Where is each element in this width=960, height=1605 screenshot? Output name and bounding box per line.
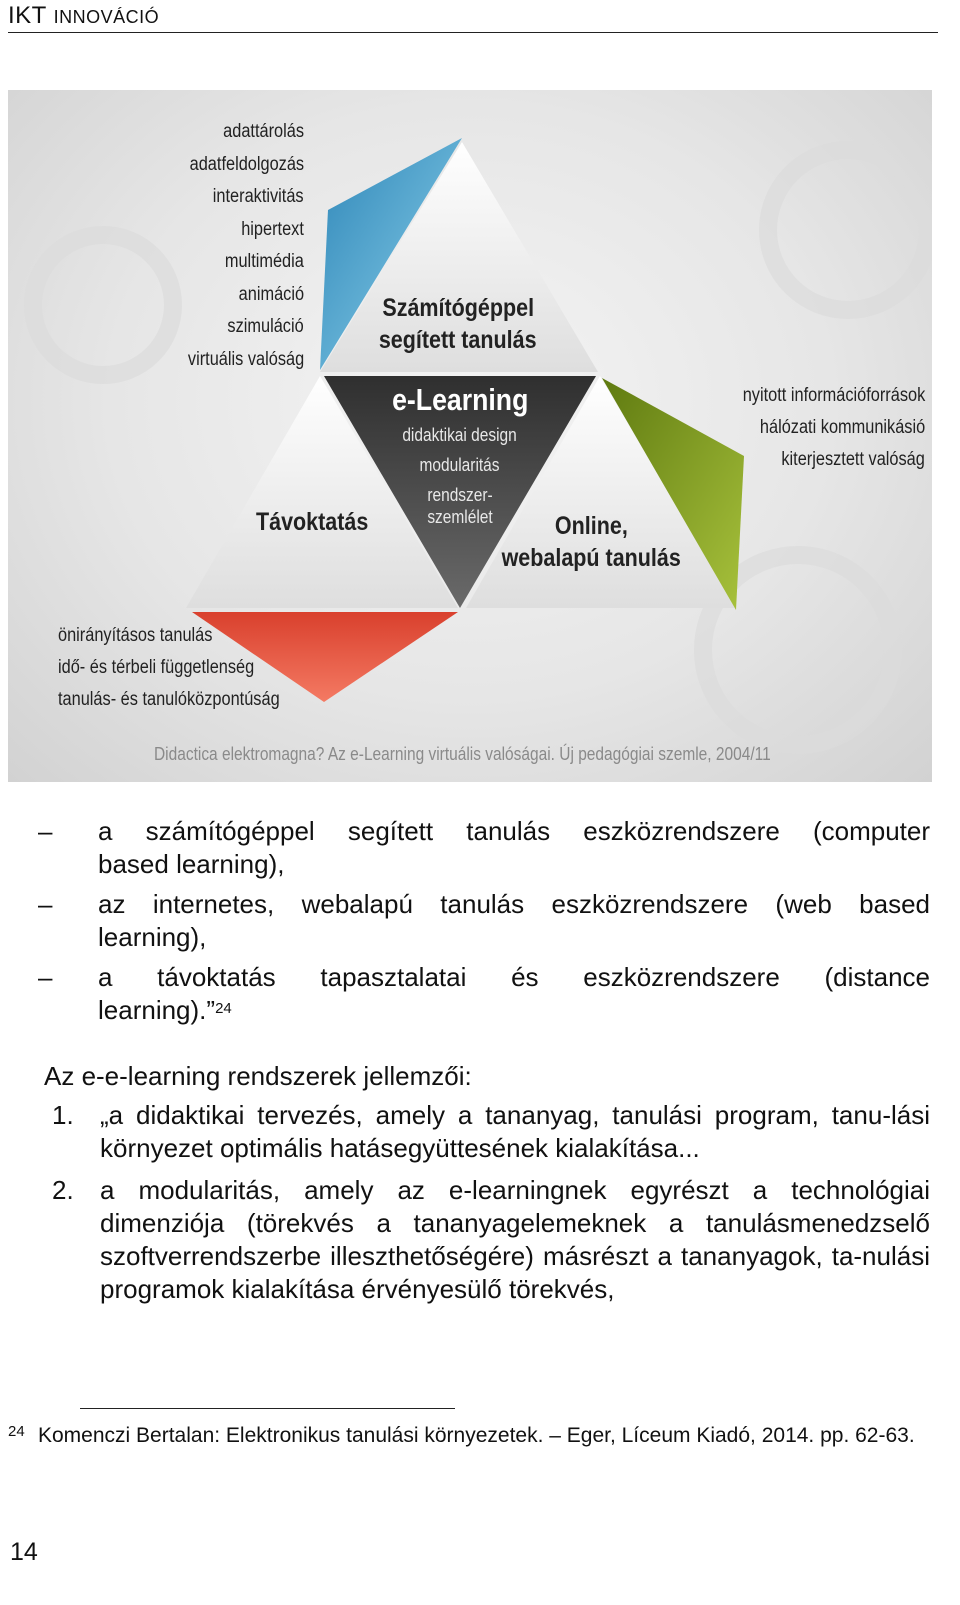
bullet-dash: – [38,889,53,919]
list-item: animáció [238,283,304,305]
page-header [8,0,938,33]
footnote-divider [80,1408,455,1409]
list-item: – az internetes, webalapú tanulás eszközrendszere (web based learning), [38,889,930,952]
page-number: 14 [10,1538,38,1566]
top-left-feature-list [169,116,304,376]
ordered-list [52,1099,930,1315]
list-item: hálózati kommunikásió [759,417,926,438]
section-intro: Az e-e-learning rendszerek jellemzői: [44,1061,472,1091]
list-item: virtuális valóság [187,348,304,370]
list-item: – a számítógéppel segített tanulás eszközrendszere (computer based learning), [38,816,930,879]
footnote-text: Komenczi Bertalan: Elektronikus tanulási környezetek. – Eger, Líceum Kiadó, 2014. pp. 62-63. [38,1424,915,1447]
list-number: 2. [52,1175,74,1205]
bullet-dash: – [38,816,53,846]
footnote [8,1422,930,1450]
list-item: önirányításos tanulás [58,625,213,646]
list-item: – a távoktatás tapasztalatai és eszközrendszere (distance learning).”$^{24}$ [38,962,930,1025]
list-item: kiterjesztett valóság [781,449,926,470]
list-item: interaktivitás [213,186,304,207]
figure-caption: Didactica elektromagna? Az e-Learning virtuális valóságai. Új pedagógiai szemle, 2004/11 [154,744,771,764]
footnote-number: 24 [8,1423,25,1440]
running-title-main: IKT [8,2,47,29]
bullet-list [38,815,930,1034]
list-item: adatfeldolgozás [189,153,304,175]
right-triangle-label: Online, webalapú tanulás [501,512,681,572]
left-triangle-label: Távoktatás [256,508,369,536]
right-feature-list [713,380,925,476]
elearning-triangle-figure [8,90,932,782]
list-item: szimuláció [227,316,304,337]
list-number: 1. [52,1100,74,1130]
bullet-dash: – [38,962,53,992]
bottom-left-feature-list [58,620,316,716]
list-item: 1. „a didaktikai tervezés, amely a tananyag, tanulási program, tanu-lási környezet optimális hatásegyüttesének kialakítása... [52,1100,930,1163]
center-triangle-label: e-Learning didaktikai design modularitás rendszer- szemlélet [391,382,529,527]
list-item: hipertext [241,218,304,240]
list-item: nyitott információforrások [742,385,926,406]
running-title [8,2,159,30]
running-title-small: INNOVÁCIÓ [53,7,160,27]
list-item: tanulás- és tanulóközpontúság [58,689,280,710]
top-triangle-label: Számítógéppel segített tanulás [379,294,537,354]
list-item: multimédia [224,251,304,272]
list-item: adattárolás [223,121,304,142]
list-item: idő- és térbeli függetlenség [58,657,255,678]
list-item: 2. a modularitás, amely az e-learningnek egyrészt a technológiai dimenziója (törekvés a tananyagelemeknek a tanulásmenedzselő szoftverrendszerbe illeszthetőségére) másrészt a tananyagok, ta-nulási programok kialakítása érvényesülő törekvés, [52,1175,930,1304]
footnote-ref[interactable]: 24 [215,1000,232,1017]
